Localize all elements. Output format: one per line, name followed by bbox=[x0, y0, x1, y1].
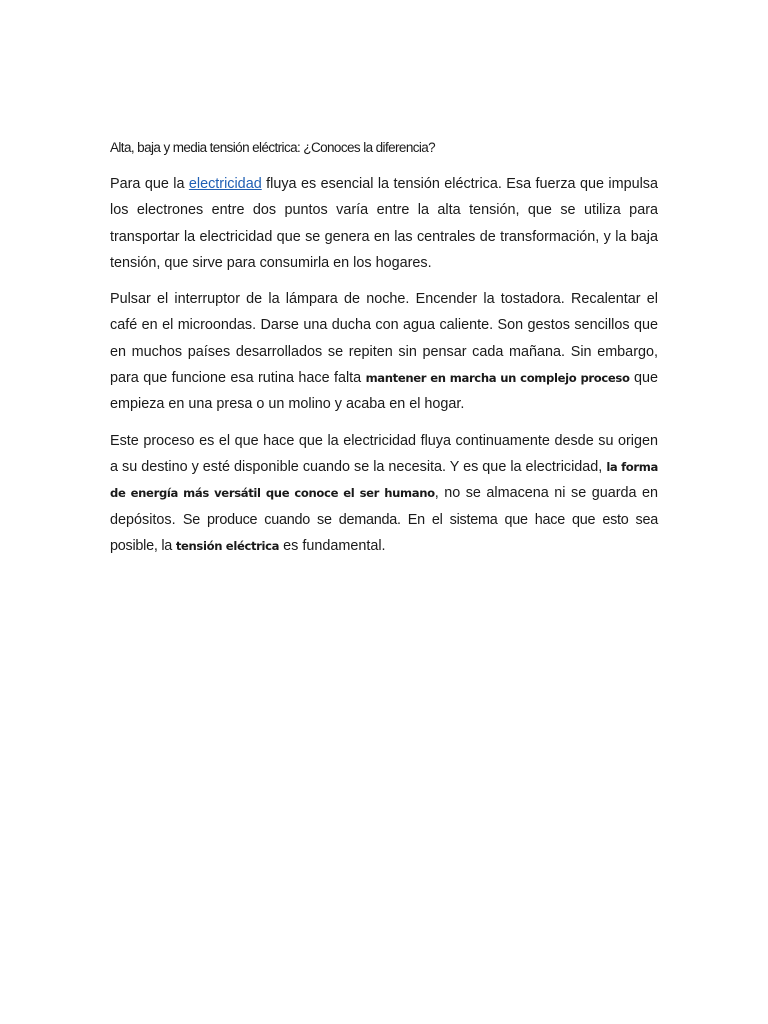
paragraph-1-text-a: Para que la bbox=[110, 176, 189, 192]
paragraph-2 bbox=[110, 286, 658, 417]
paragraph-1 bbox=[110, 171, 658, 276]
document-page bbox=[110, 140, 658, 569]
paragraph-3-emphasis-1: la forma de energía más versátil que conoce el ser humano bbox=[110, 459, 658, 501]
paragraph-3-text-b: , no se almacena ni se guarda en depósitos. bbox=[110, 485, 659, 528]
electricidad-link[interactable]: electricidad bbox=[188, 176, 262, 192]
paragraph-2-text-a: Pulsar el interruptor de la lámpara de noche. Encender la tostadora. Recalentar el café en el microondas. Darse una ducha con agua caliente. Son gestos sencillos que en muchos países desarrollados se repiten sin pensar cada mañana. Sin embargo, para que funcione esa rutina hace falta bbox=[110, 291, 658, 387]
paragraph-3-emphasis-2: tensión eléctrica bbox=[175, 538, 280, 553]
document-title: Alta, baja y media tensión eléctrica: ¿Conoces la diferencia? bbox=[110, 140, 436, 155]
paragraph-3-text-d: es fundamental. bbox=[279, 537, 386, 554]
paragraph-2-text-b: que empieza en una presa o un molino y acaba en el hogar. bbox=[110, 370, 658, 413]
paragraph-3-text-c: Se produce cuando se demanda. En el sistema que hace que esto sea posible, la bbox=[110, 511, 658, 554]
paragraph-3-text-a: Este proceso es el que hace que la electricidad fluya continuamente desde su origen a su destino y esté disponible cuando se la necesita. Y es que la electricidad, bbox=[110, 432, 658, 475]
paragraph-3 bbox=[110, 428, 658, 559]
paragraph-1-text-b: fluya es esencial la tensión eléctrica. Esa fuerza que impulsa los electrones entre dos puntos varía entre la alta tensión, que se utiliza para transportar la electricidad que se genera en las centrales de transformación, y la baja tensión, que sirve para consumirla en los hogares. bbox=[110, 176, 658, 271]
paragraph-2-emphasis: mantener en marcha un complejo proceso bbox=[365, 371, 630, 386]
